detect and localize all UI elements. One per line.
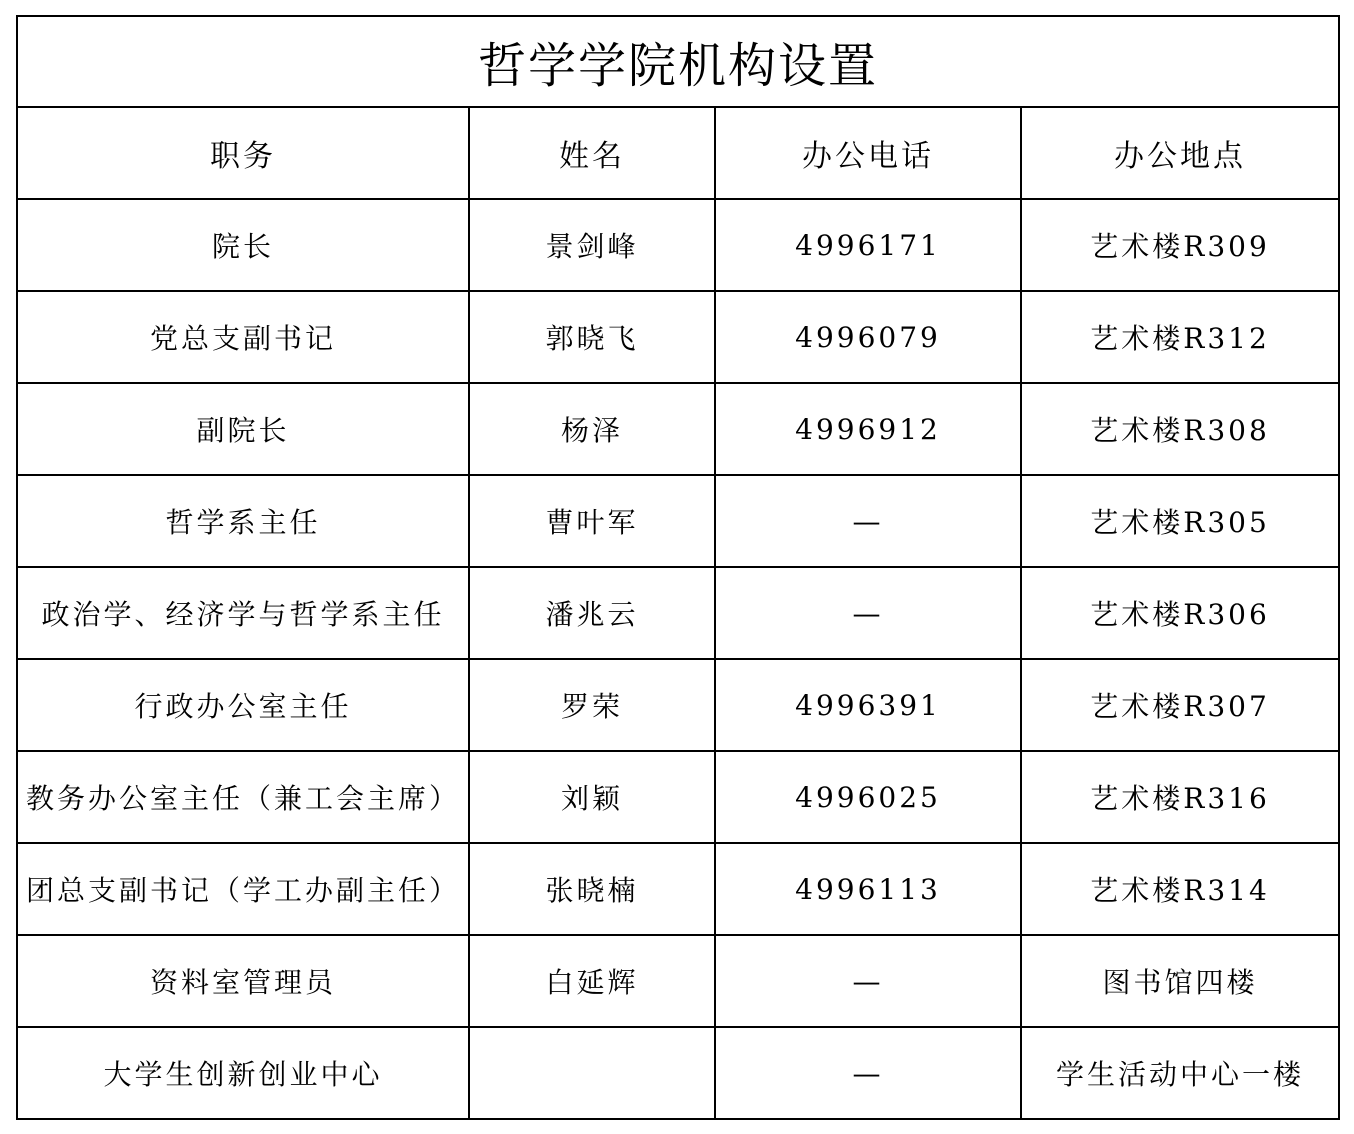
cell-position: 资料室管理员 [17, 935, 469, 1027]
cell-position: 副院长 [17, 383, 469, 475]
cell-location: 艺术楼R312 [1021, 291, 1339, 383]
cell-phone: 4996113 [715, 843, 1021, 935]
cell-name: 杨泽 [469, 383, 715, 475]
cell-phone: 4996025 [715, 751, 1021, 843]
cell-position: 哲学系主任 [17, 475, 469, 567]
cell-name [469, 1027, 715, 1119]
cell-position: 行政办公室主任 [17, 659, 469, 751]
cell-name: 景剑峰 [469, 199, 715, 291]
cell-name: 张晓楠 [469, 843, 715, 935]
column-header-name: 姓名 [469, 107, 715, 199]
cell-location: 艺术楼R307 [1021, 659, 1339, 751]
cell-location: 艺术楼R309 [1021, 199, 1339, 291]
cell-position: 党总支副书记 [17, 291, 469, 383]
table-row [17, 935, 1339, 1027]
cell-name: 潘兆云 [469, 567, 715, 659]
cell-location: 艺术楼R308 [1021, 383, 1339, 475]
table-row [17, 475, 1339, 567]
cell-location: 艺术楼R316 [1021, 751, 1339, 843]
column-header-position: 职务 [17, 107, 469, 199]
cell-position: 团总支副书记（学工办副主任） [17, 843, 469, 935]
cell-location: 图书馆四楼 [1021, 935, 1339, 1027]
cell-phone: — [715, 567, 1021, 659]
column-header-phone: 办公电话 [715, 107, 1021, 199]
cell-phone: — [715, 475, 1021, 567]
cell-phone: 4996391 [715, 659, 1021, 751]
page-title: 哲学学院机构设置 [17, 16, 1339, 107]
cell-name: 罗荣 [469, 659, 715, 751]
table-row [17, 567, 1339, 659]
cell-name: 曹叶军 [469, 475, 715, 567]
cell-location: 艺术楼R314 [1021, 843, 1339, 935]
cell-location: 艺术楼R305 [1021, 475, 1339, 567]
cell-position: 教务办公室主任（兼工会主席） [17, 751, 469, 843]
title-row [17, 16, 1339, 107]
table-row [17, 383, 1339, 475]
cell-position: 政治学、经济学与哲学系主任 [17, 567, 469, 659]
cell-position: 院长 [17, 199, 469, 291]
header-row [17, 107, 1339, 199]
cell-name: 白延辉 [469, 935, 715, 1027]
cell-phone: 4996912 [715, 383, 1021, 475]
cell-phone: 4996079 [715, 291, 1021, 383]
table-row [17, 1027, 1339, 1119]
cell-phone: 4996171 [715, 199, 1021, 291]
table-row [17, 199, 1339, 291]
column-header-location: 办公地点 [1021, 107, 1339, 199]
cell-name: 刘颖 [469, 751, 715, 843]
org-table [16, 15, 1340, 1120]
table-row [17, 843, 1339, 935]
cell-phone: — [715, 935, 1021, 1027]
table-row [17, 291, 1339, 383]
cell-position: 大学生创新创业中心 [17, 1027, 469, 1119]
cell-phone: — [715, 1027, 1021, 1119]
table-row [17, 751, 1339, 843]
cell-location: 学生活动中心一楼 [1021, 1027, 1339, 1119]
cell-name: 郭晓飞 [469, 291, 715, 383]
table-row [17, 659, 1339, 751]
cell-location: 艺术楼R306 [1021, 567, 1339, 659]
